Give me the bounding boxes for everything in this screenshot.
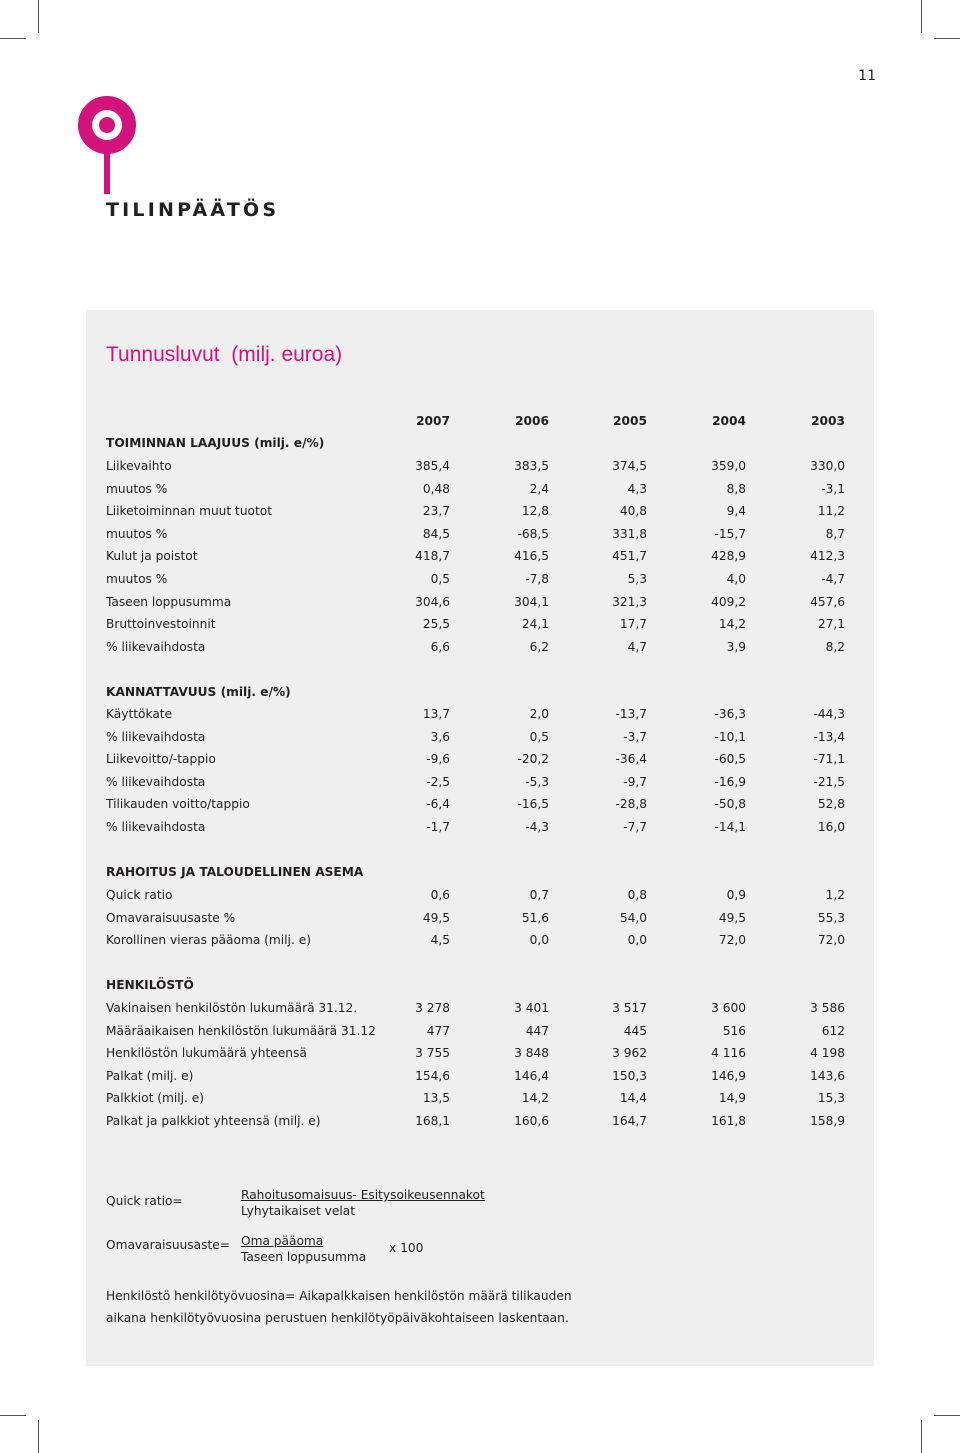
- table-row: [106, 816, 846, 838]
- value-cell: 146,4: [514, 1068, 549, 1083]
- value-cell: -36,3: [714, 707, 746, 721]
- value-cell: 418,7: [415, 549, 450, 564]
- year-header: 2007: [416, 414, 450, 428]
- value-cell: 4,3: [627, 481, 647, 496]
- value-cell: -14,1: [714, 820, 746, 834]
- value-cell: 84,5: [422, 526, 450, 541]
- row-label: muutos %: [106, 481, 168, 496]
- value-cell: 25,5: [422, 617, 450, 632]
- table-row: [106, 1020, 846, 1042]
- crop-mark: [0, 1415, 26, 1416]
- row-label: % liikevaihdosta: [106, 729, 206, 744]
- value-cell: 5,3: [627, 572, 647, 586]
- row-label: Quick ratio: [106, 888, 173, 902]
- value-cell: 3 401: [514, 1001, 549, 1015]
- value-cell: -6,4: [426, 797, 450, 812]
- value-cell: 4,0: [726, 572, 746, 586]
- value-cell: 0,9: [726, 888, 746, 902]
- table-row: [106, 748, 846, 770]
- table-row: [106, 523, 846, 545]
- value-cell: 158,9: [810, 1114, 845, 1128]
- value-cell: 13,5: [422, 1091, 450, 1106]
- value-cell: 304,1: [514, 594, 549, 609]
- value-cell: 3 517: [612, 1001, 647, 1015]
- crop-mark: [921, 0, 922, 33]
- panel-title: Tunnusluvut (milj. euroa): [106, 343, 343, 366]
- value-cell: 451,7: [612, 549, 647, 564]
- table-row: [106, 884, 846, 906]
- value-cell: 416,5: [514, 549, 549, 564]
- value-cell: 612: [821, 1023, 845, 1038]
- table-row: [106, 568, 846, 590]
- value-cell: 164,7: [612, 1114, 647, 1128]
- table-row: [106, 591, 846, 613]
- table-row: [106, 726, 846, 748]
- value-cell: -7,7: [623, 820, 647, 834]
- row-label: Taseen loppusumma: [106, 594, 232, 609]
- crop-mark: [934, 1415, 960, 1416]
- value-cell: 8,8: [726, 481, 746, 496]
- value-cell: 161,8: [711, 1114, 746, 1128]
- value-cell: 14,9: [718, 1091, 746, 1106]
- value-cell: 17,7: [619, 617, 647, 632]
- value-cell: -20,2: [517, 752, 549, 767]
- row-label: % liikevaihdosta: [106, 774, 206, 789]
- value-cell: 477: [426, 1023, 450, 1038]
- value-cell: 3 278: [415, 1001, 450, 1015]
- section-title-profitability: KANNATTAVUUS (milj. e/%): [106, 685, 291, 699]
- value-cell: 146,9: [711, 1068, 746, 1083]
- value-cell: -21,5: [813, 774, 845, 789]
- crop-mark: [38, 0, 39, 33]
- crop-mark: [921, 1420, 922, 1453]
- value-cell: 0,5: [430, 572, 450, 586]
- value-cell: 6,6: [430, 639, 450, 654]
- table-row: [106, 907, 846, 929]
- value-cell: 359,0: [711, 459, 746, 473]
- row-label: Käyttökate: [106, 707, 173, 721]
- value-cell: 160,6: [514, 1114, 549, 1128]
- value-cell: 0,6: [430, 888, 450, 902]
- value-cell: 154,6: [415, 1068, 450, 1083]
- table-row: [106, 1065, 846, 1087]
- row-label: Liikevaihto: [106, 459, 172, 473]
- value-cell: 447: [525, 1023, 549, 1038]
- value-cell: 3 755: [415, 1046, 450, 1061]
- row-label: Liiketoiminnan muut tuotot: [106, 504, 273, 519]
- row-label: Bruttoinvestoinnit: [106, 617, 216, 632]
- table-row: [106, 703, 846, 725]
- value-cell: 3 848: [514, 1046, 549, 1061]
- value-cell: 14,4: [619, 1091, 647, 1106]
- table-row: [106, 455, 846, 477]
- value-cell: -3,1: [821, 481, 845, 496]
- value-cell: -4,7: [821, 572, 845, 586]
- value-cell: 11,2: [817, 504, 845, 519]
- value-cell: -44,3: [813, 707, 845, 721]
- value-cell: 2,4: [529, 481, 549, 496]
- page-title: TILINPÄÄTÖS: [106, 199, 280, 221]
- quick-ratio-numerator: Rahoitusomaisuus- Esitysoikeusennakot: [241, 1188, 485, 1202]
- section-title-financing: RAHOITUS JA TALOUDELLINEN ASEMA: [106, 865, 364, 879]
- value-cell: 3 600: [711, 1001, 746, 1015]
- value-cell: 12,8: [521, 504, 549, 519]
- quick-ratio-denominator: Lyhytaikaiset velat: [241, 1204, 355, 1218]
- value-cell: 3,6: [430, 729, 450, 744]
- value-cell: 8,2: [825, 639, 845, 654]
- value-cell: 54,0: [619, 910, 647, 925]
- value-cell: -9,7: [623, 774, 647, 789]
- value-cell: -36,4: [615, 752, 647, 767]
- value-cell: -15,7: [714, 526, 746, 541]
- page-number: 11: [858, 68, 876, 84]
- table-row: [106, 545, 846, 567]
- value-cell: 331,8: [612, 526, 647, 541]
- value-cell: 143,6: [810, 1068, 845, 1083]
- section-title-activity: TOIMINNAN LAAJUUS (milj. e/%): [106, 436, 325, 450]
- value-cell: 0,0: [529, 933, 549, 948]
- row-label: Liikevoitto/-tappio: [106, 752, 216, 767]
- value-cell: 52,8: [817, 797, 845, 812]
- equity-ratio-denominator: Taseen loppusumma: [241, 1250, 367, 1264]
- year-header: 2005: [613, 414, 647, 428]
- personnel-note-line: aikana henkilötyövuosina perustuen henkilötyöpäiväkohtaiseen laskentaan.: [106, 1311, 569, 1325]
- row-label: Korollinen vieras pääoma (milj. e): [106, 933, 311, 948]
- value-cell: 1,2: [825, 888, 845, 902]
- value-cell: 51,6: [521, 910, 549, 925]
- row-label: Palkat ja palkkiot yhteensä (milj. e): [106, 1114, 321, 1128]
- table-row: [106, 1042, 846, 1064]
- value-cell: 23,7: [422, 504, 450, 519]
- value-cell: 321,3: [612, 594, 647, 609]
- value-cell: -28,8: [615, 797, 647, 812]
- row-label: % liikevaihdosta: [106, 639, 206, 654]
- table-row: [106, 997, 846, 1019]
- value-cell: 409,2: [711, 594, 746, 609]
- table-row: [106, 929, 846, 951]
- table-row: [106, 793, 846, 815]
- year-header: 2006: [515, 414, 549, 428]
- value-cell: 72,0: [718, 933, 746, 948]
- value-cell: -13,7: [615, 707, 647, 721]
- value-cell: 14,2: [718, 617, 746, 632]
- years-header-row: [106, 410, 846, 432]
- value-cell: -5,3: [525, 774, 549, 789]
- value-cell: 3,9: [726, 639, 746, 654]
- value-cell: 0,0: [627, 933, 647, 948]
- value-cell: 16,0: [817, 820, 845, 834]
- value-cell: 2,0: [529, 707, 549, 721]
- table-row: [106, 613, 846, 635]
- value-cell: 0,48: [422, 481, 450, 496]
- value-cell: 3 962: [612, 1046, 647, 1061]
- value-cell: 457,6: [810, 594, 845, 609]
- quick-ratio-formula-label: Quick ratio=: [106, 1194, 183, 1208]
- value-cell: -60,5: [714, 752, 746, 767]
- value-cell: 304,6: [415, 594, 450, 609]
- value-cell: -9,6: [426, 752, 450, 767]
- row-label: Kulut ja poistot: [106, 549, 198, 564]
- value-cell: 6,2: [529, 639, 549, 654]
- year-header: 2003: [811, 414, 845, 428]
- row-label: Henkilöstön lukumäärä yhteensä: [106, 1046, 307, 1061]
- value-cell: 9,4: [726, 504, 746, 519]
- row-label: Palkat (milj. e): [106, 1068, 194, 1083]
- value-cell: 168,1: [415, 1114, 450, 1128]
- row-label: Omavaraisuusaste %: [106, 910, 236, 925]
- row-label: Vakinaisen henkilöstön lukumäärä 31.12.: [106, 1001, 358, 1015]
- table-row: [106, 1110, 846, 1132]
- value-cell: -4,3: [525, 820, 549, 834]
- value-cell: -1,7: [426, 820, 450, 834]
- section-title-personnel: HENKILÖSTÖ: [106, 978, 194, 992]
- value-cell: 13,7: [422, 707, 450, 721]
- row-label: Tilikauden voitto/tappio: [106, 797, 250, 812]
- crop-mark: [934, 38, 960, 39]
- value-cell: -71,1: [813, 752, 845, 767]
- value-cell: -13,4: [813, 729, 845, 744]
- table-row: [106, 500, 846, 522]
- value-cell: 445: [623, 1023, 647, 1038]
- table-row: [106, 636, 846, 658]
- value-cell: 55,3: [817, 910, 845, 925]
- value-cell: 49,5: [422, 910, 450, 925]
- value-cell: -7,8: [525, 572, 549, 586]
- row-label: Määräaikaisen henkilöstön lukumäärä 31.12: [106, 1023, 376, 1038]
- value-cell: 0,5: [529, 729, 549, 744]
- value-cell: 24,1: [521, 617, 549, 632]
- row-label: Palkkiot (milj. e): [106, 1091, 205, 1106]
- value-cell: 330,0: [810, 459, 845, 473]
- value-cell: -68,5: [517, 526, 549, 541]
- value-cell: 4 198: [810, 1046, 845, 1061]
- crop-mark: [0, 38, 26, 39]
- row-label: muutos %: [106, 572, 168, 586]
- crop-mark: [38, 1420, 39, 1453]
- value-cell: -3,7: [623, 729, 647, 744]
- value-cell: -50,8: [714, 797, 746, 812]
- value-cell: 49,5: [718, 910, 746, 925]
- value-cell: -2,5: [426, 774, 450, 789]
- value-cell: 412,3: [810, 549, 845, 564]
- brand-logo-icon: [72, 90, 142, 194]
- value-cell: 516: [722, 1023, 746, 1038]
- equity-ratio-multiplier: x 100: [389, 1241, 424, 1255]
- equity-ratio-numerator: Oma pääoma: [241, 1234, 324, 1248]
- value-cell: 4,5: [430, 933, 450, 948]
- value-cell: -10,1: [714, 729, 746, 744]
- table-row: [106, 478, 846, 500]
- value-cell: 40,8: [619, 504, 647, 519]
- value-cell: -16,9: [714, 774, 746, 789]
- value-cell: 150,3: [612, 1068, 647, 1083]
- table-row: [106, 771, 846, 793]
- value-cell: -16,5: [517, 797, 549, 812]
- year-header: 2004: [712, 414, 746, 428]
- row-label: muutos %: [106, 526, 168, 541]
- value-cell: 15,3: [817, 1091, 845, 1106]
- value-cell: 0,7: [529, 888, 549, 902]
- value-cell: 27,1: [817, 617, 845, 632]
- table-row: [106, 1087, 846, 1109]
- value-cell: 374,5: [612, 459, 647, 473]
- value-cell: 0,8: [627, 888, 647, 902]
- value-cell: 428,9: [711, 549, 746, 564]
- value-cell: 385,4: [415, 459, 450, 473]
- value-cell: 3 586: [810, 1001, 845, 1015]
- value-cell: 4 116: [711, 1046, 746, 1061]
- equity-ratio-formula-label: Omavaraisuusaste=: [106, 1238, 230, 1252]
- value-cell: 383,5: [514, 459, 549, 473]
- value-cell: 4,7: [627, 639, 647, 654]
- value-cell: 8,7: [825, 526, 845, 541]
- personnel-note-line: Henkilöstö henkilötyövuosina= Aikapalkkaisen henkilöstön määrä tilikauden: [106, 1289, 572, 1303]
- value-cell: 72,0: [817, 933, 845, 948]
- row-label: % liikevaihdosta: [106, 820, 206, 834]
- value-cell: 14,2: [521, 1091, 549, 1106]
